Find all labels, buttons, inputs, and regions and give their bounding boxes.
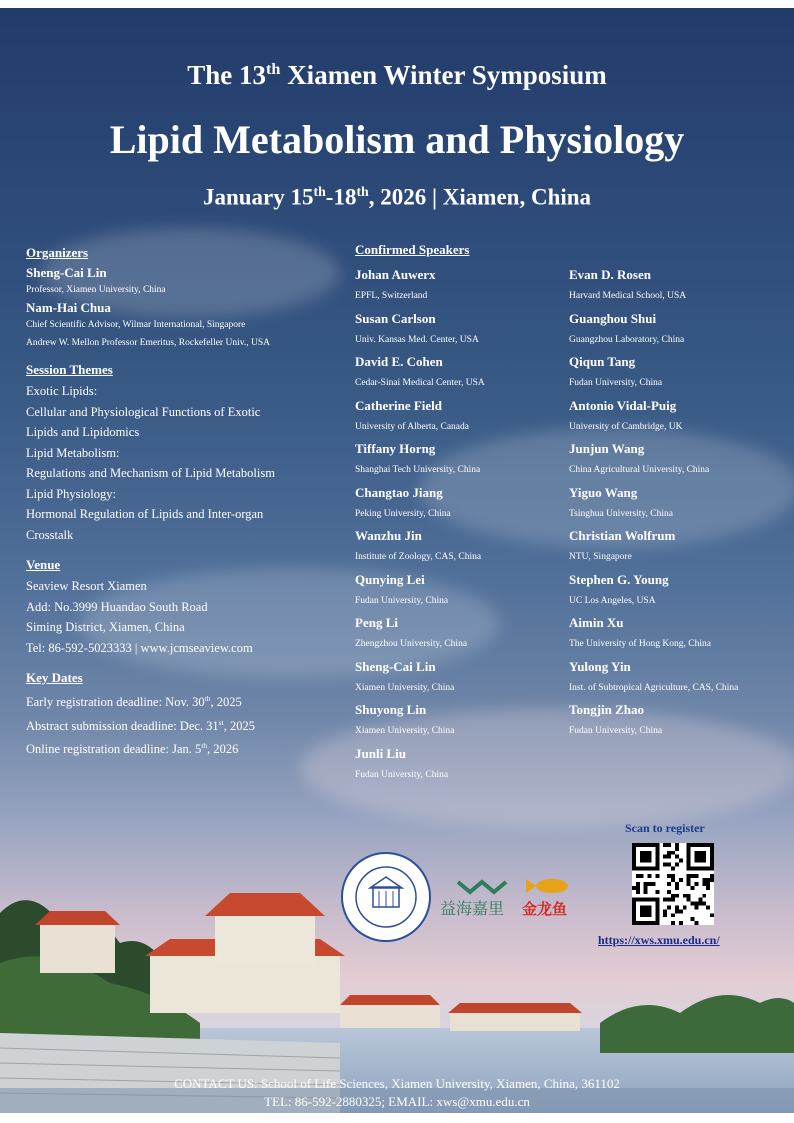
speaker-name: Yiguo Wang xyxy=(569,484,638,500)
event-date-location: January 15th-18th, 2026 | Xiamen, China xyxy=(202,184,592,210)
speaker-name: Sheng-Cai Lin xyxy=(355,658,436,674)
speakers-column-2 xyxy=(569,264,789,743)
wilmar-logo xyxy=(440,876,520,918)
speaker-name: Junjun Wang xyxy=(569,441,645,456)
speaker-name: Junli Liu xyxy=(355,745,406,761)
speaker-name: Susan Carlson xyxy=(355,310,436,326)
organizers-section xyxy=(26,245,346,352)
speaker-name: Wanzhu Jin xyxy=(355,528,422,543)
organizer-title: Chief Scientific Advisor, Wilmar International, Singapore xyxy=(26,320,246,330)
speaker-affiliation: The University of Hong Kong, China xyxy=(569,639,711,649)
golden-dragon-fish-logo xyxy=(522,876,584,918)
speaker-affiliation: Fudan University, China xyxy=(569,726,663,736)
speaker-name: Guanghou Shui xyxy=(569,310,657,326)
speaker-affiliation: Cedar-Sinai Medical Center, USA xyxy=(355,378,485,388)
theme-line: Lipids and Lipidomics xyxy=(26,425,140,439)
organizer-name: Sheng-Cai Lin xyxy=(26,265,107,280)
speaker-affiliation: China Agricultural University, China xyxy=(569,465,710,475)
speaker-name: Stephen G. Young xyxy=(569,571,669,587)
speaker-affiliation: Peking University, China xyxy=(355,508,451,519)
themes-heading: Session Themes xyxy=(26,362,113,377)
speaker-affiliation: Harvard Medical School, USA xyxy=(569,291,687,301)
speaker-affiliation: Guangzhou Laboratory, China xyxy=(569,334,685,345)
speaker-name: Catherine Field xyxy=(355,397,443,413)
venue-line: Siming District, Xiamen, China xyxy=(26,620,185,634)
svg-text:金龙鱼: 金龙鱼 xyxy=(522,900,568,918)
venue-section xyxy=(26,557,346,658)
theme-line: Lipid Metabolism: xyxy=(26,445,120,460)
speaker-affiliation: Institute of Zoology, CAS, China xyxy=(355,552,482,562)
organizer-title: Professor, Xiamen University, China xyxy=(26,285,166,295)
organizer-title: Andrew W. Mellon Professor Emeritus, Rockefeller Univ., USA xyxy=(26,338,270,348)
key-date: Early registration deadline: Nov. 30th, 2025 xyxy=(26,694,242,710)
contact-tel-email: TEL: 86-592-2880325; EMAIL: xws@xmu.edu.cn xyxy=(264,1094,530,1109)
contact-line: CONTACT US: School of Life Sciences, Xiamen University, Xiamen, China, 361102 xyxy=(174,1076,620,1091)
speaker-name: Changtao Jiang xyxy=(355,484,443,500)
speaker-name: David E. Cohen xyxy=(355,354,443,369)
theme-line: Hormonal Regulation of Lipids and Inter-organ xyxy=(26,507,264,521)
speaker-affiliation: NTU, Singapore xyxy=(569,552,632,562)
speaker-affiliation: Xiamen University, China xyxy=(355,726,455,736)
speaker-affiliation: Xiamen University, China xyxy=(355,682,455,693)
organizer-name: Nam-Hai Chua xyxy=(26,300,111,315)
speakers-heading-wrap xyxy=(355,242,469,261)
speakers-column-1 xyxy=(355,264,565,786)
theme-line: Exotic Lipids: xyxy=(26,384,98,398)
speaker-affiliation: University of Cambridge, UK xyxy=(569,421,683,432)
registration-qr-code[interactable] xyxy=(632,843,714,925)
speaker-name: Aimin Xu xyxy=(569,615,624,630)
speaker-name: Shuyong Lin xyxy=(355,702,427,717)
speaker-affiliation: UC Los Angeles, USA xyxy=(569,595,656,606)
speaker-affiliation: Fudan University, China xyxy=(355,769,449,780)
theme-line: Crosstalk xyxy=(26,527,74,542)
speaker-name: Peng Li xyxy=(355,615,398,630)
speaker-name: Tongjin Zhao xyxy=(569,702,645,717)
speaker-affiliation: Fudan University, China xyxy=(355,595,449,606)
speakers-heading: Confirmed Speakers xyxy=(355,242,470,257)
speaker-name: Christian Wolfrum xyxy=(569,528,676,543)
speaker-affiliation: EPFL, Switzerland xyxy=(355,291,428,301)
venue-heading: Venue xyxy=(26,557,61,572)
speaker-name: Qiqun Tang xyxy=(569,354,636,369)
key-date: Abstract submission deadline: Dec. 31st, 2025 xyxy=(26,717,255,733)
session-themes-section xyxy=(26,362,346,545)
speaker-affiliation: Univ. Kansas Med. Center, USA xyxy=(355,334,479,345)
organizers-heading: Organizers xyxy=(26,245,89,260)
svg-text:益海嘉里: 益海嘉里 xyxy=(440,899,505,918)
poster xyxy=(0,8,794,1113)
speaker-affiliation: Fudan University, China xyxy=(569,378,663,388)
speaker-name: Johan Auwerx xyxy=(355,267,436,282)
speaker-affiliation: Tsinghua University, China xyxy=(569,508,673,519)
speaker-affiliation: Shanghai Tech University, China xyxy=(355,465,481,475)
key-dates-section xyxy=(26,670,346,760)
venue-contact: Tel: 86-592-5023333 | www.jcmseaview.com xyxy=(26,640,253,655)
key-date: Online registration deadline: Jan. 5th, 2026 xyxy=(26,741,239,757)
theme-line: Lipid Physiology: xyxy=(26,486,116,501)
registration-link[interactable]: https://xws.xmu.edu.cn/ xyxy=(598,933,720,947)
page-title: Lipid Metabolism and Physiology xyxy=(109,117,685,162)
key-dates-heading: Key Dates xyxy=(26,670,83,685)
speaker-name: Evan D. Rosen xyxy=(569,267,651,282)
speaker-affiliation: Inst. of Subtropical Agriculture, CAS, China xyxy=(569,682,739,693)
speaker-name: Yulong Yin xyxy=(569,658,631,674)
speaker-affiliation: Zhengzhou University, China xyxy=(355,639,468,649)
school-seal-logo xyxy=(340,851,432,943)
venue-line: Seaview Resort Xiamen xyxy=(26,579,147,593)
speaker-name: Antonio Vidal-Puig xyxy=(569,397,677,413)
speaker-affiliation: University of Alberta, Canada xyxy=(355,421,469,432)
theme-line: Regulations and Mechanism of Lipid Metabolism xyxy=(26,466,275,480)
scan-to-register-label: Scan to register xyxy=(625,821,705,835)
venue-line: Add: No.3999 Huandao South Road xyxy=(26,599,208,614)
symposium-edition: The 13th Xiamen Winter Symposium xyxy=(187,60,607,90)
speaker-name: Qunying Lei xyxy=(355,571,425,587)
theme-line: Cellular and Physiological Functions of Exotic xyxy=(26,404,261,419)
speaker-name: Tiffany Horng xyxy=(355,441,436,456)
left-column xyxy=(26,245,346,760)
